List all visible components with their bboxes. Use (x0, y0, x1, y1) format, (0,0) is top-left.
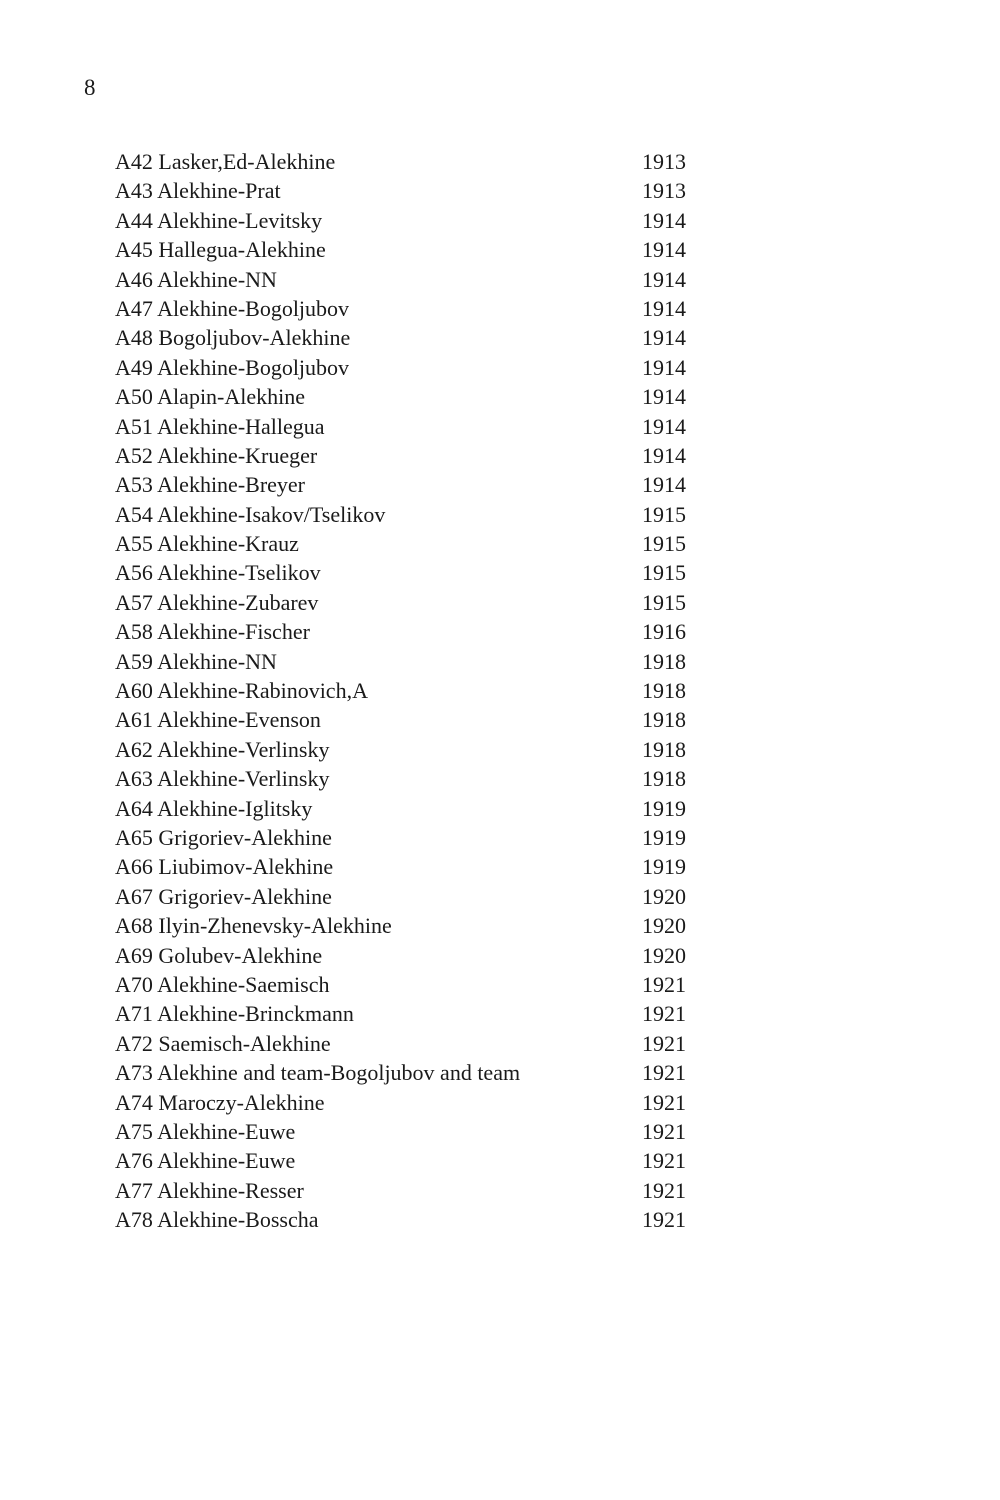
game-title: A42 Lasker,Ed-Alekhine (115, 149, 336, 174)
page-number: 8 (84, 75, 96, 100)
game-year: 1914 (642, 442, 686, 468)
game-year: 1918 (642, 678, 686, 704)
list-item (115, 294, 715, 323)
game-year: 1914 (642, 472, 686, 498)
game-title: A56 Alekhine-Tselikov (115, 560, 321, 586)
game-title: A44 Alekhine-Levitsky (115, 207, 323, 233)
game-title: A54 Alekhine-Isakov/Tselikov (115, 501, 386, 527)
list-item (115, 412, 715, 441)
game-title: A72 Saemisch-Alekhine (115, 1030, 331, 1056)
list-item (115, 470, 715, 499)
game-year: 1914 (642, 354, 686, 380)
list-item (115, 999, 715, 1028)
game-title: A45 Hallegua-Alekhine (115, 237, 326, 263)
list-item (115, 794, 715, 823)
game-year: 1914 (642, 384, 686, 410)
game-title: A77 Alekhine-Resser (115, 1177, 304, 1203)
game-year: 1919 (642, 854, 686, 880)
game-year: 1921 (642, 1030, 686, 1056)
game-title: A53 Alekhine-Breyer (115, 472, 305, 498)
list-item (115, 647, 715, 676)
list-item (115, 500, 715, 529)
game-year: 1921 (642, 1001, 686, 1027)
list-item (115, 1058, 715, 1087)
list-item (115, 1176, 715, 1205)
game-year: 1920 (642, 883, 686, 909)
game-year: 1921 (642, 1177, 686, 1203)
game-title: A74 Maroczy-Alekhine (115, 1089, 325, 1115)
game-year: 1918 (642, 766, 686, 792)
game-year: 1919 (642, 795, 686, 821)
game-year: 1919 (642, 824, 686, 850)
game-year: 1916 (642, 619, 686, 645)
list-item (115, 941, 715, 970)
game-year: 1914 (642, 266, 686, 292)
game-year: 1914 (642, 207, 686, 233)
game-year: 1914 (642, 237, 686, 263)
game-year: 1921 (642, 1207, 686, 1233)
game-year: 1914 (642, 325, 686, 351)
game-year: 1920 (642, 942, 686, 968)
list-item (115, 558, 715, 587)
list-item (115, 323, 715, 352)
game-title: A51 Alekhine-Hallegua (115, 413, 325, 439)
game-year: 1918 (642, 707, 686, 733)
game-title: A70 Alekhine-Saemisch (115, 971, 330, 997)
game-year: 1921 (642, 1089, 686, 1115)
game-year: 1921 (642, 1118, 686, 1144)
game-title: A46 Alekhine-NN (115, 266, 277, 292)
game-year: 1913 (642, 149, 686, 174)
game-title: A69 Golubev-Alekhine (115, 942, 323, 968)
game-title: A59 Alekhine-NN (115, 648, 277, 674)
game-year: 1914 (642, 295, 686, 321)
list-item (115, 147, 715, 176)
game-year: 1921 (642, 1060, 686, 1086)
list-item (115, 382, 715, 411)
list-item (115, 735, 715, 764)
game-title: A55 Alekhine-Krauz (115, 531, 299, 557)
list-item (115, 911, 715, 940)
game-title: A60 Alekhine-Rabinovich,A (115, 678, 368, 704)
game-title: A48 Bogoljubov-Alekhine (115, 325, 351, 351)
game-year: 1914 (642, 413, 686, 439)
game-title: A73 Alekhine and team-Bogoljubov and team (115, 1060, 521, 1086)
game-title: A50 Alapin-Alekhine (115, 384, 306, 410)
game-year: 1921 (642, 1148, 686, 1174)
game-title: A66 Liubimov-Alekhine (115, 854, 334, 880)
list-item (115, 176, 715, 205)
list-item (115, 617, 715, 646)
game-title: A67 Grigoriev-Alekhine (115, 883, 332, 909)
list-item (115, 1146, 715, 1175)
game-title: A71 Alekhine-Brinckmann (115, 1001, 354, 1027)
list-item (115, 529, 715, 558)
game-year: 1921 (642, 971, 686, 997)
game-year: 1918 (642, 736, 686, 762)
list-item (115, 676, 715, 705)
game-title: A57 Alekhine-Zubarev (115, 589, 319, 615)
game-title: A68 Ilyin-Zhenevsky-Alekhine (115, 913, 392, 939)
list-item (115, 705, 715, 734)
game-year: 1915 (642, 560, 686, 586)
list-item (115, 1117, 715, 1146)
game-year: 1915 (642, 589, 686, 615)
game-year: 1915 (642, 531, 686, 557)
list-item (115, 1029, 715, 1058)
game-title: A75 Alekhine-Euwe (115, 1118, 296, 1144)
game-year: 1915 (642, 501, 686, 527)
game-title: A76 Alekhine-Euwe (115, 1148, 296, 1174)
game-title: A63 Alekhine-Verlinsky (115, 766, 330, 792)
game-list (115, 147, 715, 1234)
list-item (115, 206, 715, 235)
game-year: 1918 (642, 648, 686, 674)
game-title: A65 Grigoriev-Alekhine (115, 824, 332, 850)
game-title: A62 Alekhine-Verlinsky (115, 736, 330, 762)
list-item (115, 882, 715, 911)
game-title: A49 Alekhine-Bogoljubov (115, 354, 350, 380)
game-title: A64 Alekhine-Iglitsky (115, 795, 313, 821)
list-item (115, 1205, 715, 1234)
list-item (115, 235, 715, 264)
list-item (115, 764, 715, 793)
game-title: A43 Alekhine-Prat (115, 178, 281, 204)
list-item (115, 1088, 715, 1117)
game-year: 1920 (642, 913, 686, 939)
list-item (115, 441, 715, 470)
game-title: A58 Alekhine-Fischer (115, 619, 310, 645)
list-item (115, 823, 715, 852)
game-title: A52 Alekhine-Krueger (115, 442, 318, 468)
list-item (115, 970, 715, 999)
list-item (115, 852, 715, 881)
list-item (115, 588, 715, 617)
game-title: A78 Alekhine-Bosscha (115, 1207, 319, 1233)
list-item (115, 353, 715, 382)
game-title: A61 Alekhine-Evenson (115, 707, 321, 733)
game-title: A47 Alekhine-Bogoljubov (115, 295, 350, 321)
game-year: 1913 (642, 178, 686, 204)
list-item (115, 265, 715, 294)
